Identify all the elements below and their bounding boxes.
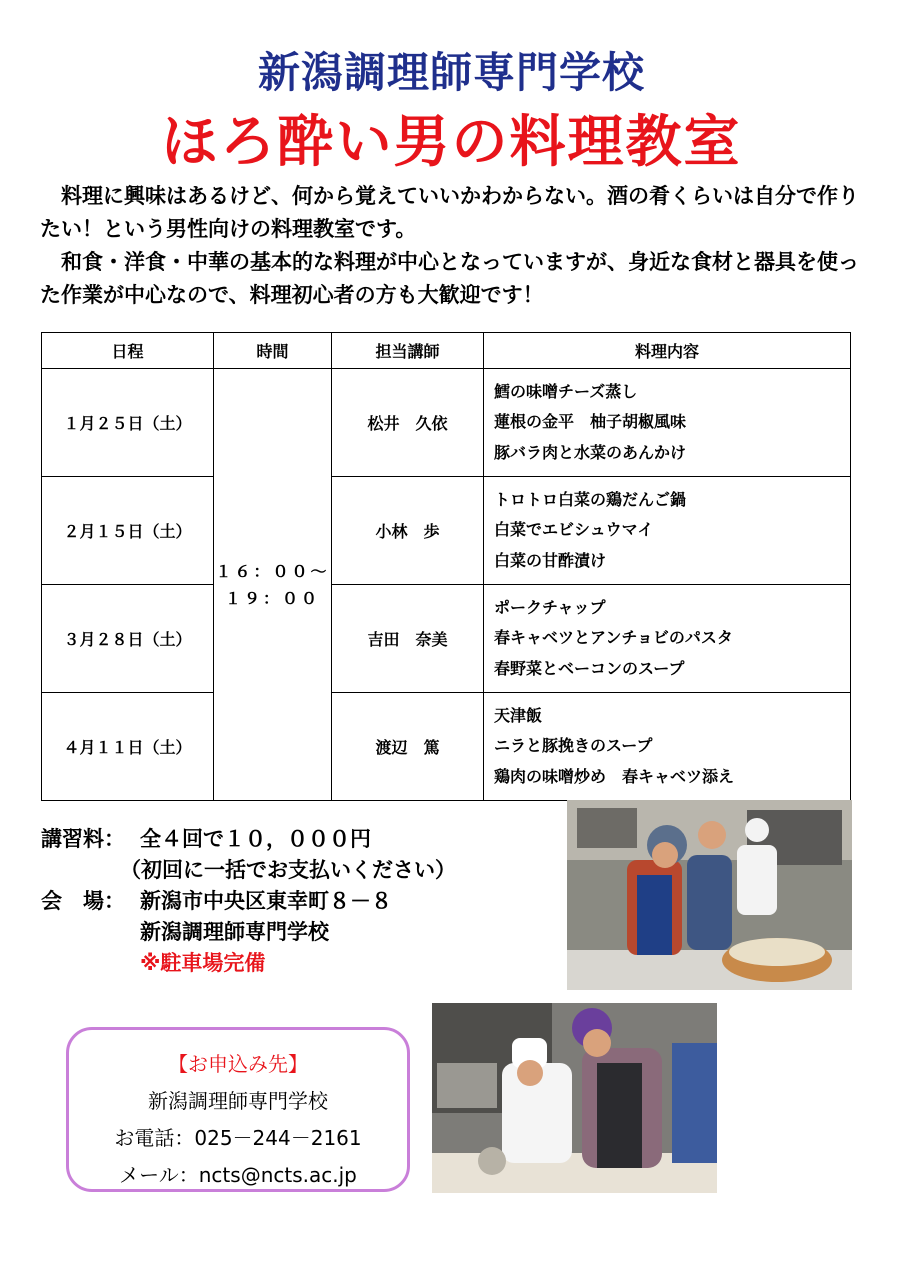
header-time: 時間 [214,333,332,369]
dish-item: 鶏肉の味噌炒め 春キャベツ添え [494,766,735,786]
date-cell: ２月１５日（土） [42,477,214,585]
date-cell: １月２５日（土） [42,369,214,477]
time-cell [214,369,332,801]
parking-note: ※駐車場完備 [140,951,266,975]
fee-note: （初回に一括でお支払いください） [120,858,456,882]
school-name-title: 新潟調理師専門学校 [257,48,645,97]
class-title: ほろ酔い男の料理教室 [161,110,742,175]
fee-label: 講習料： [41,827,125,851]
contact-email: メール：ncts@ncts.ac.jp [119,1163,357,1187]
header-instructor: 担当講師 [332,333,484,369]
cooking-class-photo [567,800,852,990]
table-row [42,693,851,801]
venue-label: 会 場： [41,889,125,913]
table-row [42,369,851,477]
fee-value: 全４回で１０，０００円 [140,827,371,851]
time-end: １９：００ [224,588,320,608]
instructor-cell: 吉田 奈美 [332,585,484,693]
time-start: １６：００～ [215,561,330,581]
dish-item: トロトロ白菜の鶏だんご鍋 [494,489,687,509]
dish-item: 春キャベツとアンチョビのパスタ [494,628,733,648]
date-cell: ３月２８日（土） [42,585,214,693]
dish-item: 天津飯 [494,705,543,725]
dishes-cell [484,585,851,693]
date-cell: ４月１１日（土） [42,693,214,801]
dish-item: 春野菜とベーコンのスープ [494,658,685,678]
venue-name: 新潟調理師専門学校 [140,920,329,944]
dish-item: 豚バラ肉と水菜のあんかけ [494,442,687,462]
dishes-cell [484,477,851,585]
dish-item: ニラと豚挽きのスープ [494,736,653,756]
table-header-row [42,333,851,369]
contact-heading: 【お申込み先】 [168,1052,308,1076]
table-row [42,585,851,693]
intro-paragraph: 和食・洋食・中華の基本的な料理が中心となっていますが、身近な食材と器具を使った作業が中心なので、料理初心者の方も大歓迎です！ [40,250,859,307]
header-date: 日程 [42,333,214,369]
instructor-cell: 松井 久依 [332,369,484,477]
dishes-cell [484,369,851,477]
venue-address: 新潟市中央区東幸町８－８ [140,889,392,913]
dish-item: 白菜の甘酢漬け [494,550,607,570]
schedule-table [41,332,851,801]
contact-box [66,1027,410,1192]
dishes-cell [484,693,851,801]
dumpling-making-photo [432,1003,717,1193]
dish-item: 鱈の味噌チーズ蒸し [494,381,638,401]
instructor-cell: 小林 歩 [332,477,484,585]
contact-school-name: 新潟調理師専門学校 [148,1089,328,1113]
table-row [42,477,851,585]
intro-paragraph: 料理に興味はあるけど、何から覚えていいかわからない。酒の肴くらいは自分で作りたい！という男性向けの料理教室です。 [40,184,859,241]
contact-phone: お電話：025－244－2161 [114,1126,362,1150]
dish-item: 白菜でエビシュウマイ [494,520,654,540]
dish-item: 蓮根の金平 柚子胡椒風味 [494,412,687,432]
instructor-cell: 渡辺 篤 [332,693,484,801]
header-dishes: 料理内容 [484,333,851,369]
dish-item: ポークチャップ [494,597,606,617]
